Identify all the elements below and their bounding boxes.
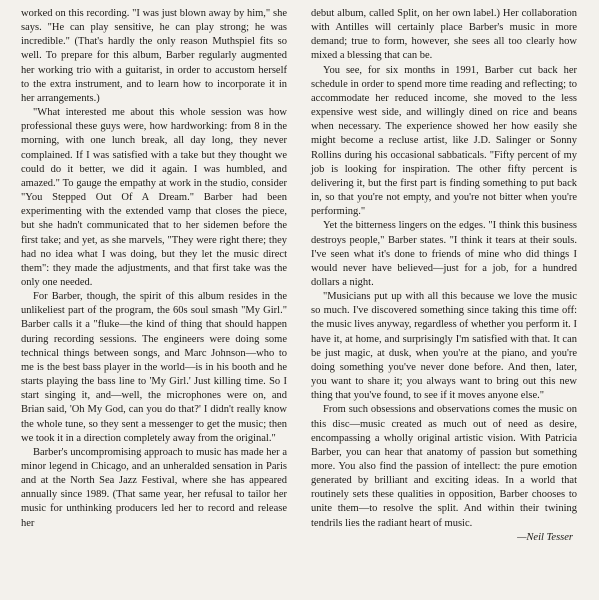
paragraph: Barber's uncompromising approach to music has made her a minor legend in Chicago, and an unheralded sensation in Paris and at the North Sea Jazz Festival, where she has appeared annually since 1989. (That same year, her refusal to tailor her music for unthinking producers led her to record and release her <box>21 446 287 529</box>
paragraph: You see, for six months in 1991, Barber cut back her schedule in order to spend more time reading and reflecting; to accommodate her reduced income, she moved to the less expensive west side, and willingly dined on rice and beans when necessary. The experience showed her how easily she might become a recluse artist, like J.D. Salinger or Sonny Rollins during his occasional sabbaticals. "Fifty percent of my job is looking for inspiration. The other fifty percent is delivering it, but the first part is finding something to put back in, so that you're not empty, and you're not bitter when you're performing." <box>311 64 577 218</box>
paragraph: From such obsessions and observations comes the music on this disc—music created as much out of need as desire, encompassing a wholly original artistic vision. With Patricia Barber, you can hear that anatomy of passion but something more. You also find the passion of intellect: the pure emotion generated by brilliant and exciting ideas. In a world that routinely sets these qualities in opposition, Barber chooses to unite them—to resolve the split. And within their twining tendrils lies the radiant heart of music. <box>311 404 577 529</box>
author-signature: —Neil Tesser <box>517 531 573 543</box>
paragraph: "What interested me about this whole session was how professional these guys were, how hardworking: from 8 in the morning, with one lunch break, all day long, they never complained. If I was satisfied with a take but they thought we could do it better, we did it again. I was humbled, and amazed." To gauge the empathy at work in the studio, consider "You Stepped Out Of A Dream." Barber had been experimenting with the extended vamp that closes the piece, but she hadn't communicated that to her sidemen before the first take; and yet, as she marvels, "They were right there; they had no idea what I was doing, but they let the music direct them": they made the adjustments, and that first take was the only one needed. <box>21 107 287 288</box>
paragraph: "Musicians put up with all this because we love the music so much. I've discovered something since taking this time off: the music lives anyway, regardless of whether you perform it. I have it, at home, and surprisingly I'm satisfied with that. It can be just magic, at dusk, when you're at the piano, and you're doing something you've never done before. And then, later, you want to share it; you always want to bring out this new thing that you've found, to see if it moves anyone else." <box>311 291 577 402</box>
paragraph: Yet the bitterness lingers on the edges. "I think this business destroys people," Barber states. "I think it tears at their souls. I've seen what it's done to friends of mine who did things I would never have believed—just for a job, for a hundred dollars a night. <box>311 220 577 288</box>
left-column <box>21 7 287 531</box>
right-column <box>311 7 577 545</box>
paragraph: debut album, called Split, on her own label.) Her collaboration with Antilles will certainly place Barber's music in more demand; true to form, however, she sees all too clearly how mixed a blessing that can be. <box>311 8 577 62</box>
paragraph: For Barber, though, the spirit of this album resides in the unlikeliest part of the program, the 60s soul smash "My Girl." Barber calls it a "fluke—the kind of thing that should happen during recording sessions. The engineers were doing some technical things between songs, and Marc Johnson—who to me is the best bass player in the world—is in his booth and he starts playing the bass line to 'My Girl.' Just killing time. So I start singing it, and—well, the microphones were on, and Brian said, 'Oh My God, can you do that?' I didn't really know the whole tune, so they sent a messenger to get the music; then we took it in a direction completely away from the original." <box>21 291 287 444</box>
paragraph: worked on this recording. "I was just blown away by him," she says. "He can play sensitive, he can play strong; he was incredible." (That's hardly the only reason Muthspiel fits so well. To prepare for this album, Barber regularly augmented her working trio with a guitarist, in order to accustom herself to the extra instrument, and to learn how to incorporate it in her arrangements.) <box>21 8 287 104</box>
